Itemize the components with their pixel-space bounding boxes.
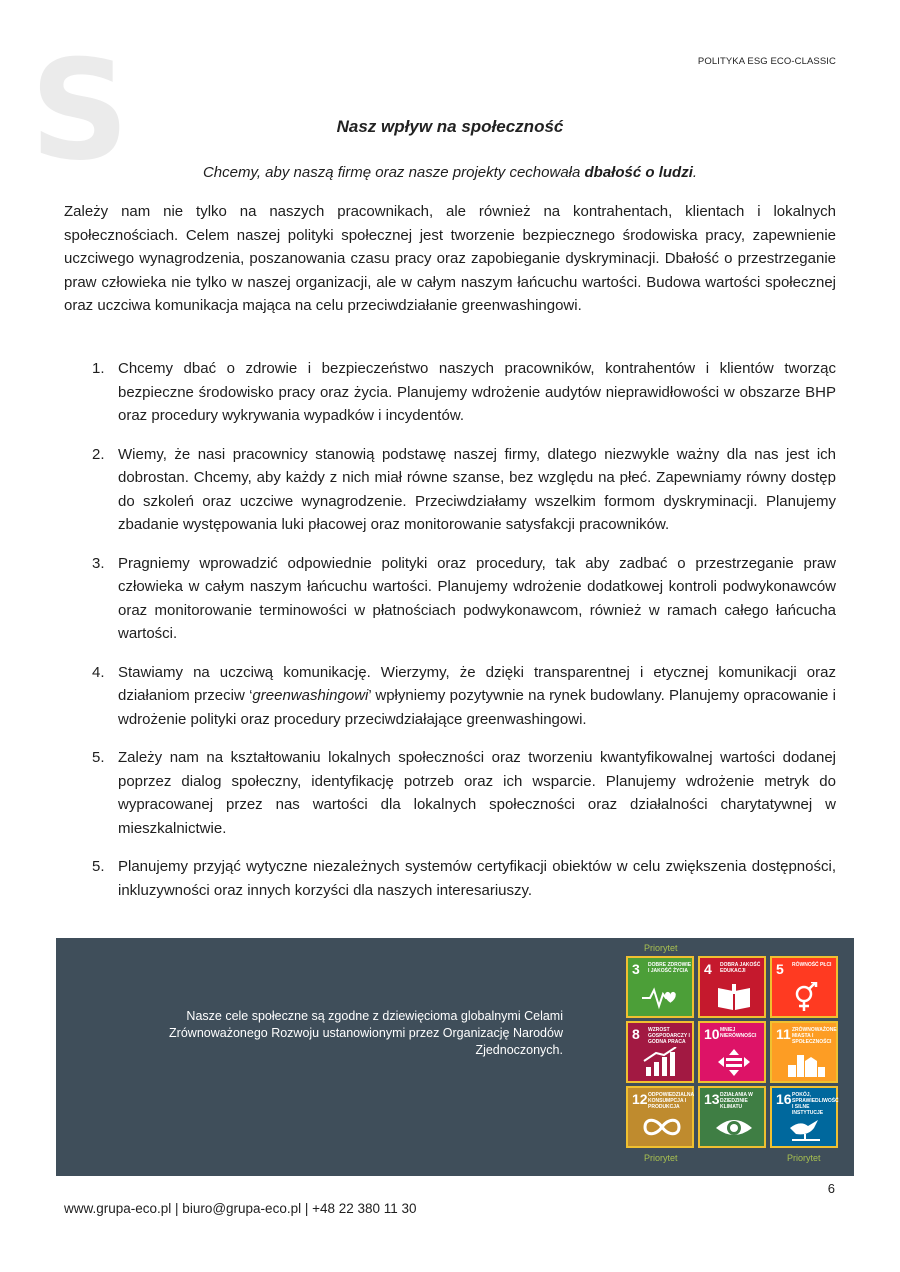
sdg-tile-16: [770, 1086, 838, 1148]
tile-label: DOBRE ZDROWIE I JAKOŚĆ ŻYCIA: [648, 962, 692, 974]
sdg-banner: [56, 938, 854, 1176]
tile-number: 13: [704, 1091, 720, 1107]
subtitle-text: Chcemy, aby naszą firmę oraz nasze projekty cechowała: [202, 164, 585, 181]
item-number: 3.: [92, 554, 105, 572]
list-item: [64, 552, 836, 646]
page-title: Nasz wpływ na społeczność: [336, 117, 564, 136]
equality-icon: [714, 1047, 754, 1077]
intro-paragraph: Zależy nam nie tylko na naszych pracownikach, ale również na kontrahentach, klientach i lokalnych społecznościach. Celem naszej polityki społecznej jest tworzenie bezpiecznego środowiska pracy, zapewnienie uczciwego wynagrodzenia, poszanowania czasu pracy oraz zapobieganie dyskryminacji. Dbałość o przestrzeganie praw człowieka nie tylko w naszej organizacji, ale w całym naszym łańcuchu wartości. Budowa wartości społecznej oraz uczciwa komunikacja mająca na celu przeciwdziałanie greenwashingowi.: [64, 203, 836, 314]
sdg-tile-13: [698, 1086, 766, 1148]
heartbeat-icon: [642, 982, 682, 1012]
tile-number: 11: [776, 1026, 791, 1042]
sdg-tile-8: [626, 1021, 694, 1083]
tile-number: 10: [704, 1026, 720, 1042]
tile-number: 4: [704, 961, 712, 977]
item-number: 1.: [92, 360, 105, 377]
item-text-emphasis: greenwashingowi: [252, 687, 369, 704]
tile-label: RÓWNOŚĆ PŁCI: [792, 962, 832, 968]
sdg-tile-4: [698, 956, 766, 1018]
commitments-list: [64, 357, 836, 917]
footer-contact: www.grupa-eco.pl | biuro@grupa-eco.pl | +48 22 380 11 30: [64, 1201, 417, 1216]
eye-globe-icon: [714, 1112, 754, 1142]
book-icon: [714, 982, 754, 1012]
priority-label-top: Priorytet: [644, 943, 678, 953]
tile-number: 8: [632, 1026, 640, 1042]
tile-label: POKÓJ, SPRAWIEDLIWOŚĆ I SILNE INSTYTUCJE: [792, 1092, 839, 1116]
list-item: [64, 357, 836, 428]
tile-number: 3: [632, 961, 640, 977]
item-text-start: Stawiamy na uczciwą komunikację. Wierzymy, że dzięki transparentnej i etycznej komunikacji oraz działaniom przeciw ‘: [118, 663, 836, 704]
item-number: 5.: [92, 749, 105, 766]
item-text: Chcemy dbać o zdrowie i bezpieczeństwo naszych pracowników, kontrahentów i klientów tworząc bezpieczne środowisko pracy oraz życia. Planujemy wdrożenie audytów nieprawidłowości w obszarze BHP oraz procedury wykrywania wypadków i incydentów.: [118, 360, 836, 424]
sdg-tile-10: [698, 1021, 766, 1083]
gender-icon: [786, 982, 826, 1012]
watermark-letter: S: [30, 30, 130, 191]
item-text: Planujemy przyjąć wytyczne niezależnych systemów certyfikacji obiektów w celu zwiększenia dostępności, inkluzywności oraz innych korzyści dla naszych interesariuszy.: [118, 858, 836, 899]
document-header-tag: POLITYKA ESG ECO-CLASSIC: [697, 56, 836, 67]
sdg-tile-11: [770, 1021, 838, 1083]
item-text: Wiemy, że nasi pracownicy stanowią podstawę naszej firmy, dlatego niezwykle ważny dla nas jest ich dobrostan. Chcemy, aby każdy z nich miał równe szanse, bez względu na płeć. Zapewniamy równy dostęp do szkoleń oraz uczciwe wynagrodzenie. Przeciwdziałamy wszelkim formom dyskryminacji. Planujemy zbadanie występowania luki płacowej oraz monitorowanie satysfakcji pracowników.: [118, 445, 836, 533]
item-text: Pragniemy wprowadzić odpowiednie polityki oraz procedury, tak aby zadbać o przestrzeganie praw człowieka w całym naszym łańcuchu wartości. Planujemy wdrożenie dodatkowej kontroli podwykonawców oraz monitorowanie terminowości w płatnościach podwykonawcom, również w ramach całego łańcucha wartości.: [118, 554, 836, 642]
item-text-end: ’ wpłyniemy pozytywnie na rynek budowlany. Planujemy opracowanie i wdrożenie polityki oraz procedury przeciwdziałające greenwashingowi.: [118, 687, 837, 728]
item-number: 2.: [92, 445, 105, 463]
sdg-tile-12: [626, 1086, 694, 1148]
list-item: [64, 855, 836, 902]
item-number: 5.: [92, 858, 105, 875]
sdg-tile-5: [770, 956, 838, 1018]
tile-label: WZROST GOSPODARCZY I GODNA PRACA: [648, 1027, 690, 1045]
sdg-tile-3: [626, 956, 694, 1018]
subtitle-emphasis: dbałość o ludzi: [584, 164, 693, 181]
list-item: [64, 443, 836, 537]
priority-label-bottom-right: Priorytet: [787, 1153, 821, 1163]
item-text: Zależy nam na kształtowaniu lokalnych społeczności oraz tworzeniu kwantyfikowalnej wartości dodanej poprzez dialog społeczny, identyfikację potrzeb oraz ich wsparcie. Planujemy wdrożenie metryk do wypracowanej przez nas wartości dla lokalnych społeczności oraz działalności charytatywnej w mieszkalnictwie.: [118, 749, 836, 837]
tile-number: 5: [776, 961, 784, 977]
subtitle-end: .: [692, 164, 698, 181]
tile-label: ODPOWIEDZIALNA KONSUMPCJA I PRODUKCJA: [648, 1092, 694, 1110]
priority-label-bottom-left: Priorytet: [644, 1153, 678, 1163]
dove-icon: [786, 1112, 826, 1142]
page-number: 6: [827, 1181, 835, 1196]
list-item: [64, 661, 836, 732]
banner-text: Nasze cele społeczne są zgodne z dziewięcioma globalnymi Celami Zrównoważonego Rozwoju ustanowionymi przez Organizację Narodów Zjednoczonych.: [169, 1009, 563, 1057]
page-subtitle: [0, 164, 900, 181]
city-icon: [786, 1047, 826, 1077]
tile-label: DOBRA JAKOŚĆ EDUKACJI: [720, 962, 761, 974]
tile-number: 16: [776, 1091, 792, 1107]
growth-chart-icon: [642, 1047, 682, 1077]
item-number: 4.: [92, 663, 105, 681]
tile-number: 12: [632, 1091, 648, 1107]
tile-label: MNIEJ NIERÓWNOŚCI: [720, 1027, 757, 1039]
item-text: [118, 661, 836, 732]
infinity-icon: [642, 1112, 682, 1142]
tile-label: DZIAŁANIA W DZIEDZINIE KLIMATU: [720, 1092, 753, 1110]
list-item: [64, 746, 836, 840]
tile-label: ZRÓWNOWAŻONE MIASTA I SPOŁECZNOŚCI: [792, 1027, 837, 1045]
